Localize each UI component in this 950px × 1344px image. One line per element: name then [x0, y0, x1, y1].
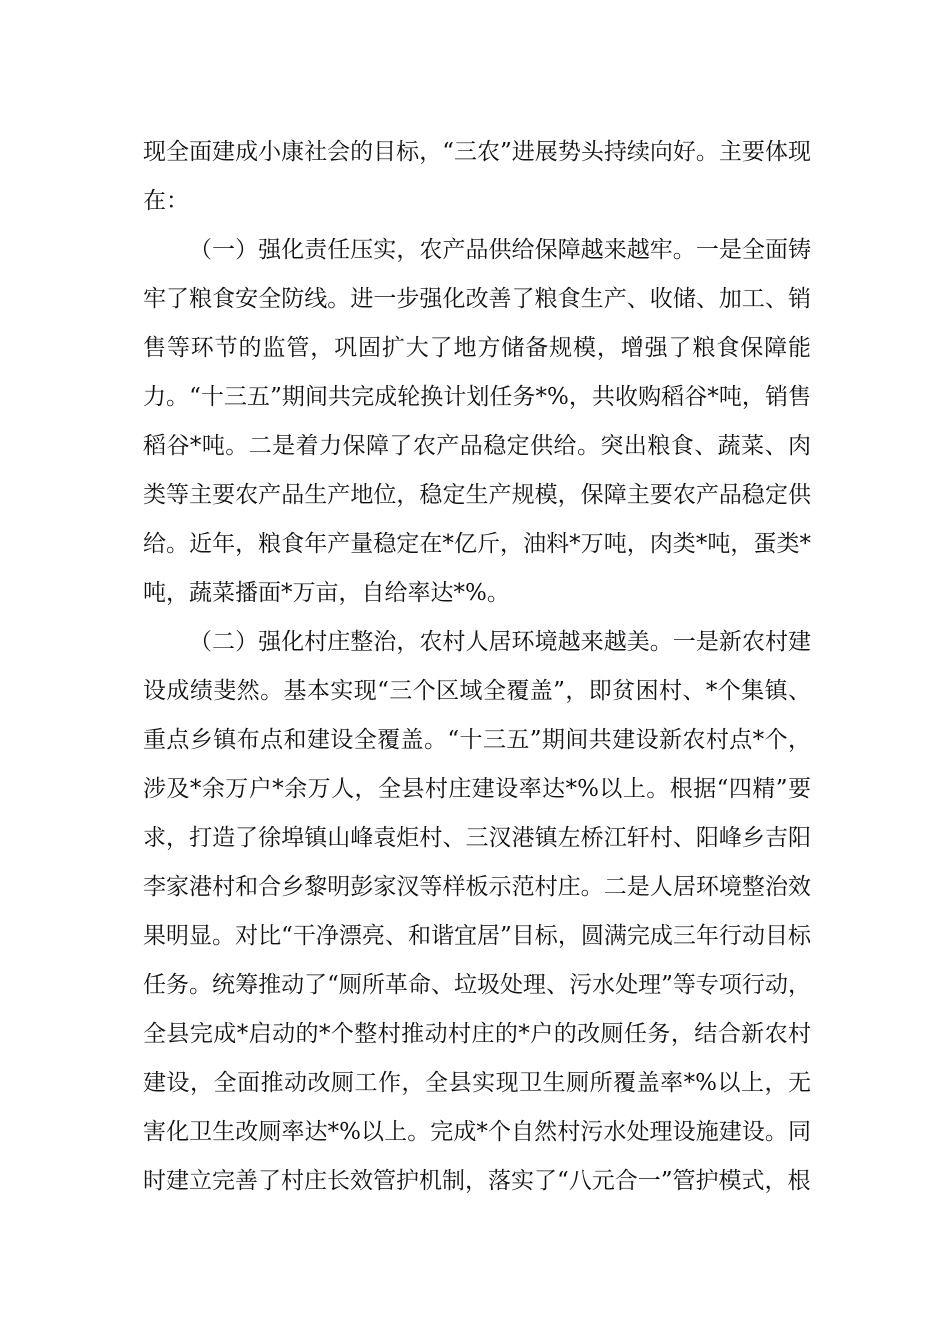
- paragraph-section-one: （一）强化责任压实，农产品供给保障越来越牢。一是全面铸牢了粮食安全防线。进一步强化改善了粮食生产、收储、加工、销售等环节的监管，巩固扩大了地方储备规模，增强了粮食保障能力。“十三五”期间共完成轮换计划任务*%，共收购稻谷*吨，销售稻谷*吨。二是着力保障了农产品稳定供给。突出粮食、蔬菜、肉类等主要农产品生产地位，稳定生产规模，保障主要农产品稳定供给。近年，粮食年产量稳定在*亿斤，油料*万吨，肉类*吨，蛋类*吨，蔬菜播面*万亩，自给率达*%。: [143, 237, 811, 606]
- body-text: [143, 128, 811, 1206]
- paragraph-continuation: 现全面建成小康社会的目标，“三农”进展势头持续向好。主要体现在：: [143, 139, 811, 214]
- paragraph-section-two: （二）强化村庄整治，农村人居环境越来越美。一是新农村建设成绩斐然。基本实现“三个区域全覆盖”，即贫困村、*个集镇、重点乡镇布点和建设全覆盖。“十三五”期间共建设新农村点*个，涉及*余万户*余万人，全县村庄建设率达*%以上。根据“四精”要求，打造了徐埠镇山峰袁炬村、三汊港镇左桥江轩村、阳峰乡吉阳李家港村和合乡黎明彭家汊等样板示范村庄。二是人居环境整治效果明显。对比“干净漂亮、和谐宜居”目标，圆满完成三年行动目标任务。统筹推动了“厕所革命、垃圾处理、污水处理”等专项行动，全县完成*启动的*个整村推动村庄的*户的改厕任务，结合新农村建设，全面推动改厕工作，全县实现卫生厕所覆盖率*%以上，无害化卫生改厕率达*%以上。完成*个自然村污水处理设施建设。同时建立完善了村庄长效管护机制，落实了“八元合一”管护模式，根: [143, 629, 811, 1194]
